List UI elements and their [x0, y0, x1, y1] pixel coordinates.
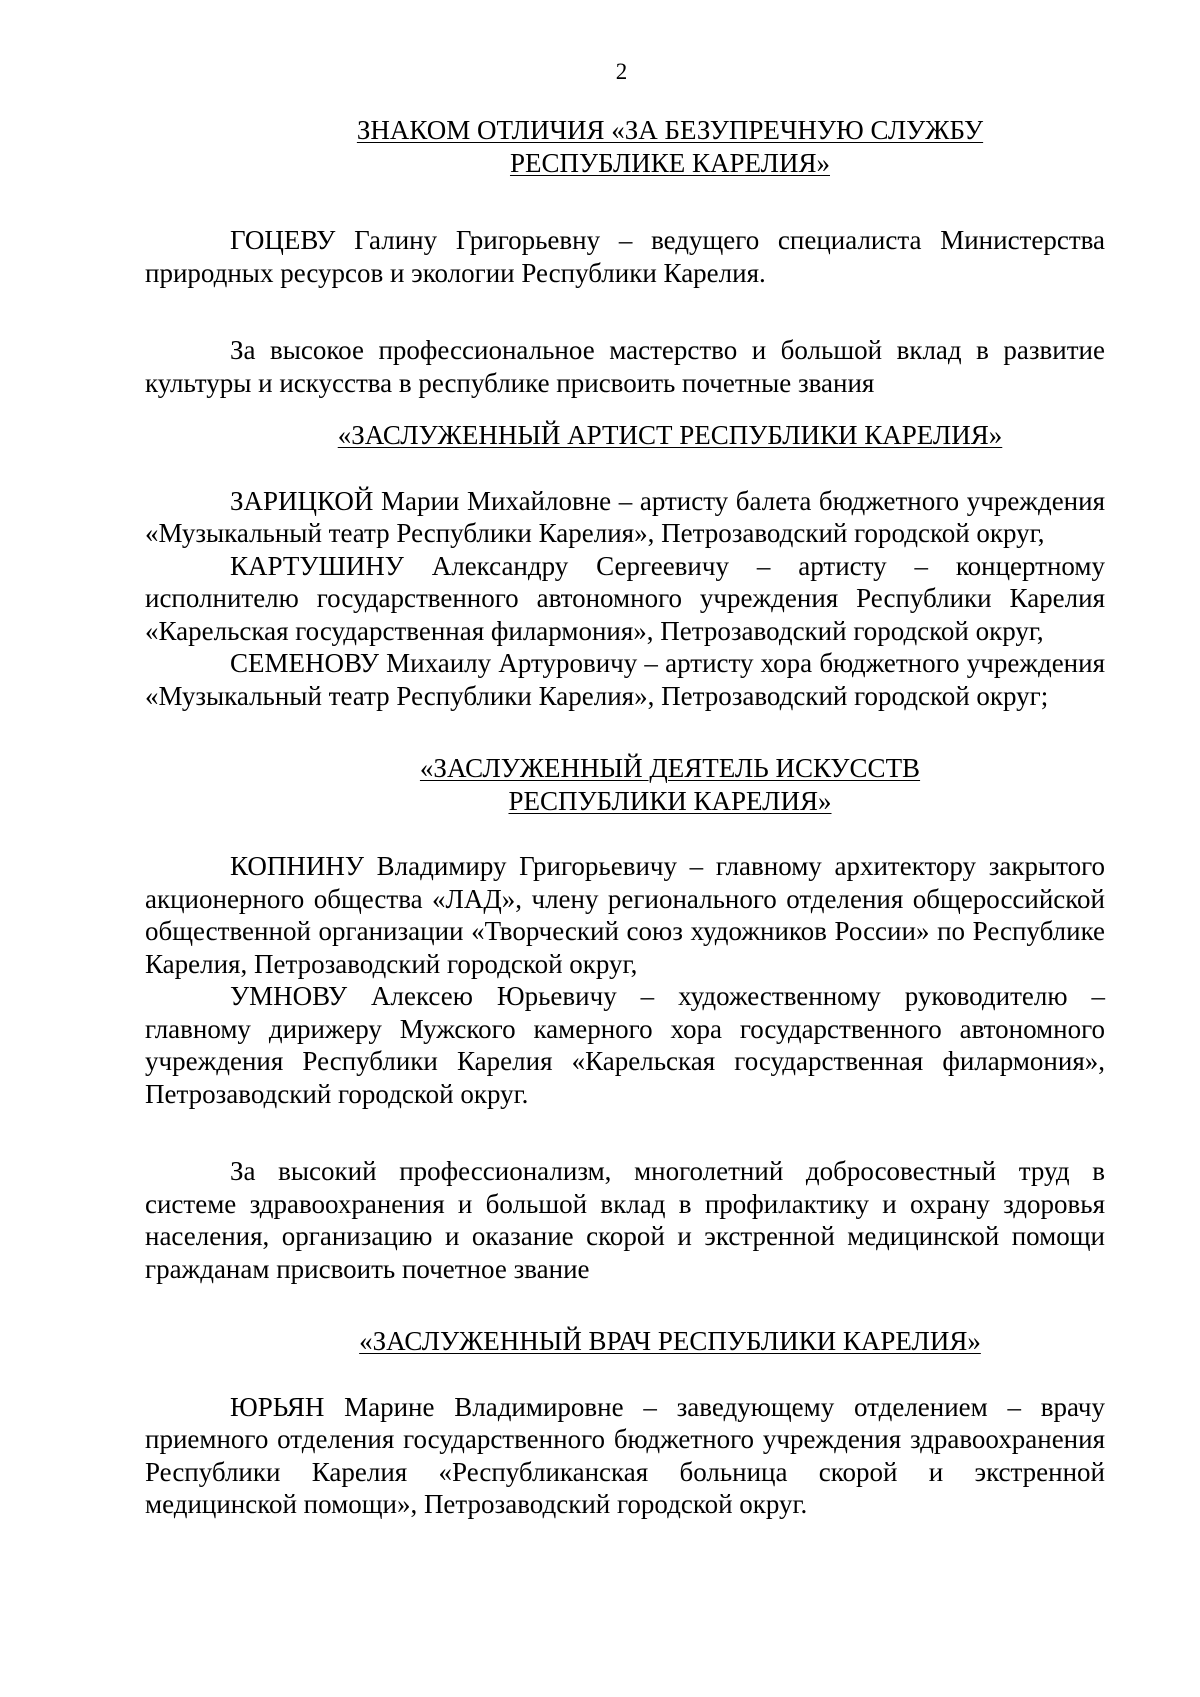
doctor-heading [145, 1325, 1105, 1358]
artist-heading-line: «ЗАСЛУЖЕННЫЙ АРТИСТ РЕСПУБЛИКИ КАРЕЛИЯ» [337, 420, 1003, 450]
award-paragraph: ЗАРИЦКОЙ Марии Михайловне – артисту балета бюджетного учреждения «Музыкальный театр Республики Карелия», Петрозаводский городской округ, [145, 485, 1105, 548]
award-paragraph: УМНОВУ Алексею Юрьевичу – художественному руководителю – главному дирижеру Мужского камерного хора государственного автономного учреждения Республики Карелия «Карельская государственная филармония», Петрозаводский городской округ. [145, 981, 1105, 1109]
badge-heading-line-2: РЕСПУБЛИКЕ КАРЕЛИЯ» [509, 147, 830, 178]
badge-award-paragraph: ГОЦЕВУ Галину Григорьевну – ведущего специалиста Министерства природных ресурсов и экологии Республики Карелия. [145, 225, 1105, 288]
arts-heading-line-2: РЕСПУБЛИКИ КАРЕЛИЯ» [508, 785, 832, 816]
arts-heading [145, 752, 1105, 817]
doctor-award-paragraph: ЮРЬЯН Марине Владимировне – заведующему отделением – врачу приемного отделения государственного бюджетного учреждения здравоохранения Республики Карелия «Республиканская больница скорой и экстренной медицинской помощи», Петрозаводский городской округ. [145, 1391, 1105, 1519]
health-intro-paragraph: За высокий профессионализм, многолетний добросовестный труд в системе здравоохранения и большой вклад в профилактику и охрану здоровья населения, организацию и оказание скорой и экстренной медицинской помощи гражданам присвоить почетное звание [145, 1156, 1105, 1284]
doctor-heading-line: «ЗАСЛУЖЕННЫЙ ВРАЧ РЕСПУБЛИКИ КАРЕЛИЯ» [359, 1326, 981, 1356]
award-paragraph: СЕМЕНОВУ Михаилу Артуровичу – артисту хора бюджетного учреждения «Музыкальный театр Республики Карелия», Петрозаводский городской округ; [145, 648, 1105, 711]
award-paragraph: КАРТУШИНУ Александру Сергеевичу – артисту – концертному исполнителю государственного автономного учреждения Республики Карелия «Карельская государственная филармония», Петрозаводский городской округ, [145, 550, 1105, 646]
document-body [145, 114, 1105, 1521]
award-paragraph: КОПНИНУ Владимиру Григорьевичу – главному архитектору закрытого акционерного общества «ЛАД», члену регионального отделения общероссийской общественной организации «Творческий союз художников России» по Республике Карелия, Петрозаводский городской округ, [145, 851, 1105, 979]
badge-heading-line-1: ЗНАКОМ ОТЛИЧИЯ «ЗА БЕЗУПРЕЧНУЮ СЛУЖБУ [356, 115, 984, 145]
artist-heading [145, 419, 1105, 452]
page-number: 2 [615, 59, 628, 84]
arts-heading-line-1: «ЗАСЛУЖЕННЫЙ ДЕЯТЕЛЬ ИСКУССТВ [419, 753, 921, 783]
culture-intro-paragraph: За высокое профессиональное мастерство и большой вклад в развитие культуры и искусства в республике присвоить почетные звания [145, 335, 1105, 398]
badge-heading [145, 114, 1105, 179]
